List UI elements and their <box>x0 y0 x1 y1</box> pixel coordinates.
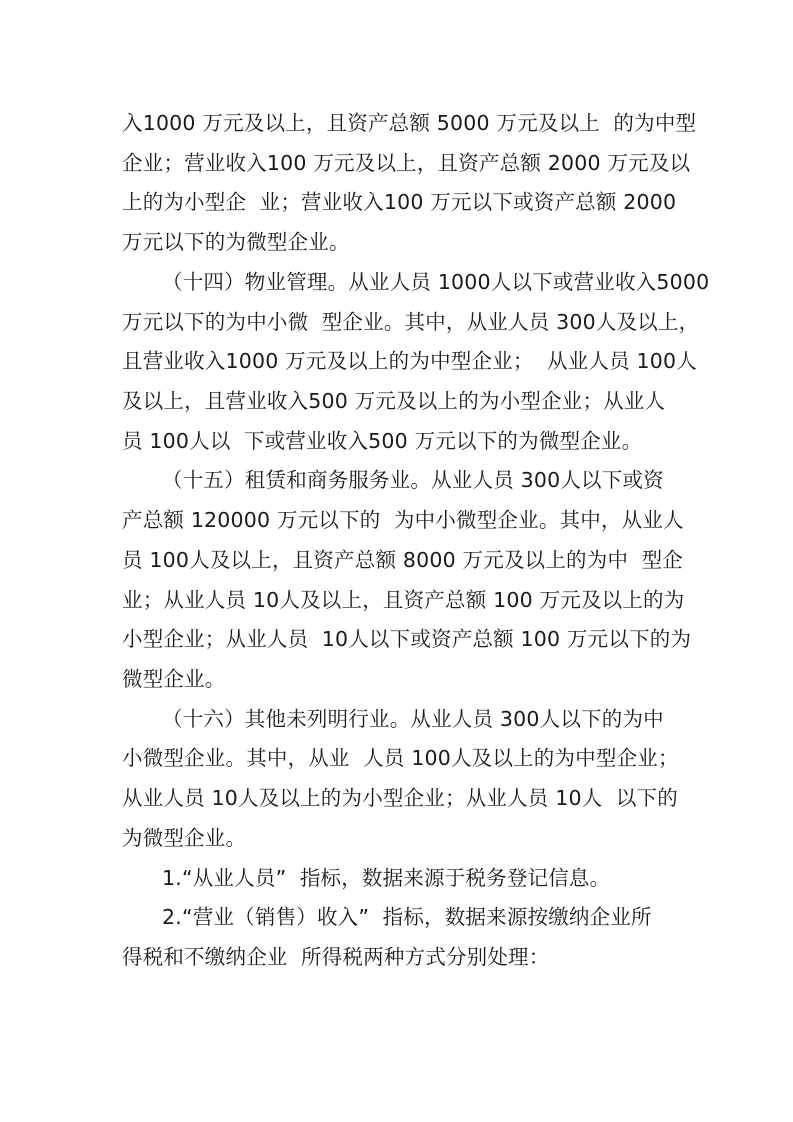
body-text-line: 入1000 万元及以上，且资产总额 5000 万元及以上 的为中型 <box>122 111 697 135</box>
body-text-line: 且营业收入1000 万元及以上的为中型企业； 从业人员 100人 <box>122 349 697 373</box>
note-line: 1.“从业人员” 指标，数据来源于税务登记信息。 <box>162 866 611 890</box>
body-text-line: 小微型企业。其中，从业 人员 100人及以上的为中型企业； <box>122 746 679 770</box>
body-text-line: 为微型企业。 <box>122 826 247 850</box>
body-text-line: 及以上，且营业收入500 万元及以上的为小型企业；从业人 <box>122 389 666 413</box>
body-text-line: 小型企业；从业人员 10人以下或资产总额 100 万元以下的为 <box>122 627 692 651</box>
paragraph-start-line: （十五）租赁和商务服务业。从业人员 300人以下或资 <box>162 468 664 492</box>
body-text-line: 员 100人以 下或营业收入500 万元以下的为微型企业。 <box>122 429 643 453</box>
body-text-line: 企业；营业收入100 万元及以上，且资产总额 2000 万元及以 <box>122 151 691 175</box>
note-line: 2.“营业（销售）收入” 指标，数据来源按缴纳企业所 <box>162 905 652 929</box>
body-text-line: 万元以下的为微型企业。 <box>122 230 350 254</box>
body-text-line: 业；从业人员 10人及以上，且资产总额 100 万元及以上的为 <box>122 588 685 612</box>
body-text-line: 得税和不缴纳企业 所得税两种方式分别处理： <box>122 945 550 969</box>
paragraph-start-line: （十六）其他未列明行业。从业人员 300人以下的为中 <box>162 707 664 731</box>
body-text-line: 产总额 120000 万元以下的 为中小微型企业。其中，从业人 <box>122 508 684 532</box>
body-text-line: 上的为小型企 业；营业收入100 万元以下或资产总额 2000 <box>122 190 677 214</box>
body-text-line: 从业人员 10人及以上的为小型企业；从业人员 10人 以下的 <box>122 786 678 810</box>
body-text-line: 微型企业。 <box>122 667 226 691</box>
paragraph-start-line: （十四）物业管理。从业人员 1000人以下或营业收入5000 <box>162 270 710 294</box>
body-text-line: 员 100人及以上，且资产总额 8000 万元及以上的为中 型企 <box>122 548 683 572</box>
body-text-line: 万元以下的为中小微 型企业。其中，从业人员 300人及以上， <box>122 310 700 334</box>
